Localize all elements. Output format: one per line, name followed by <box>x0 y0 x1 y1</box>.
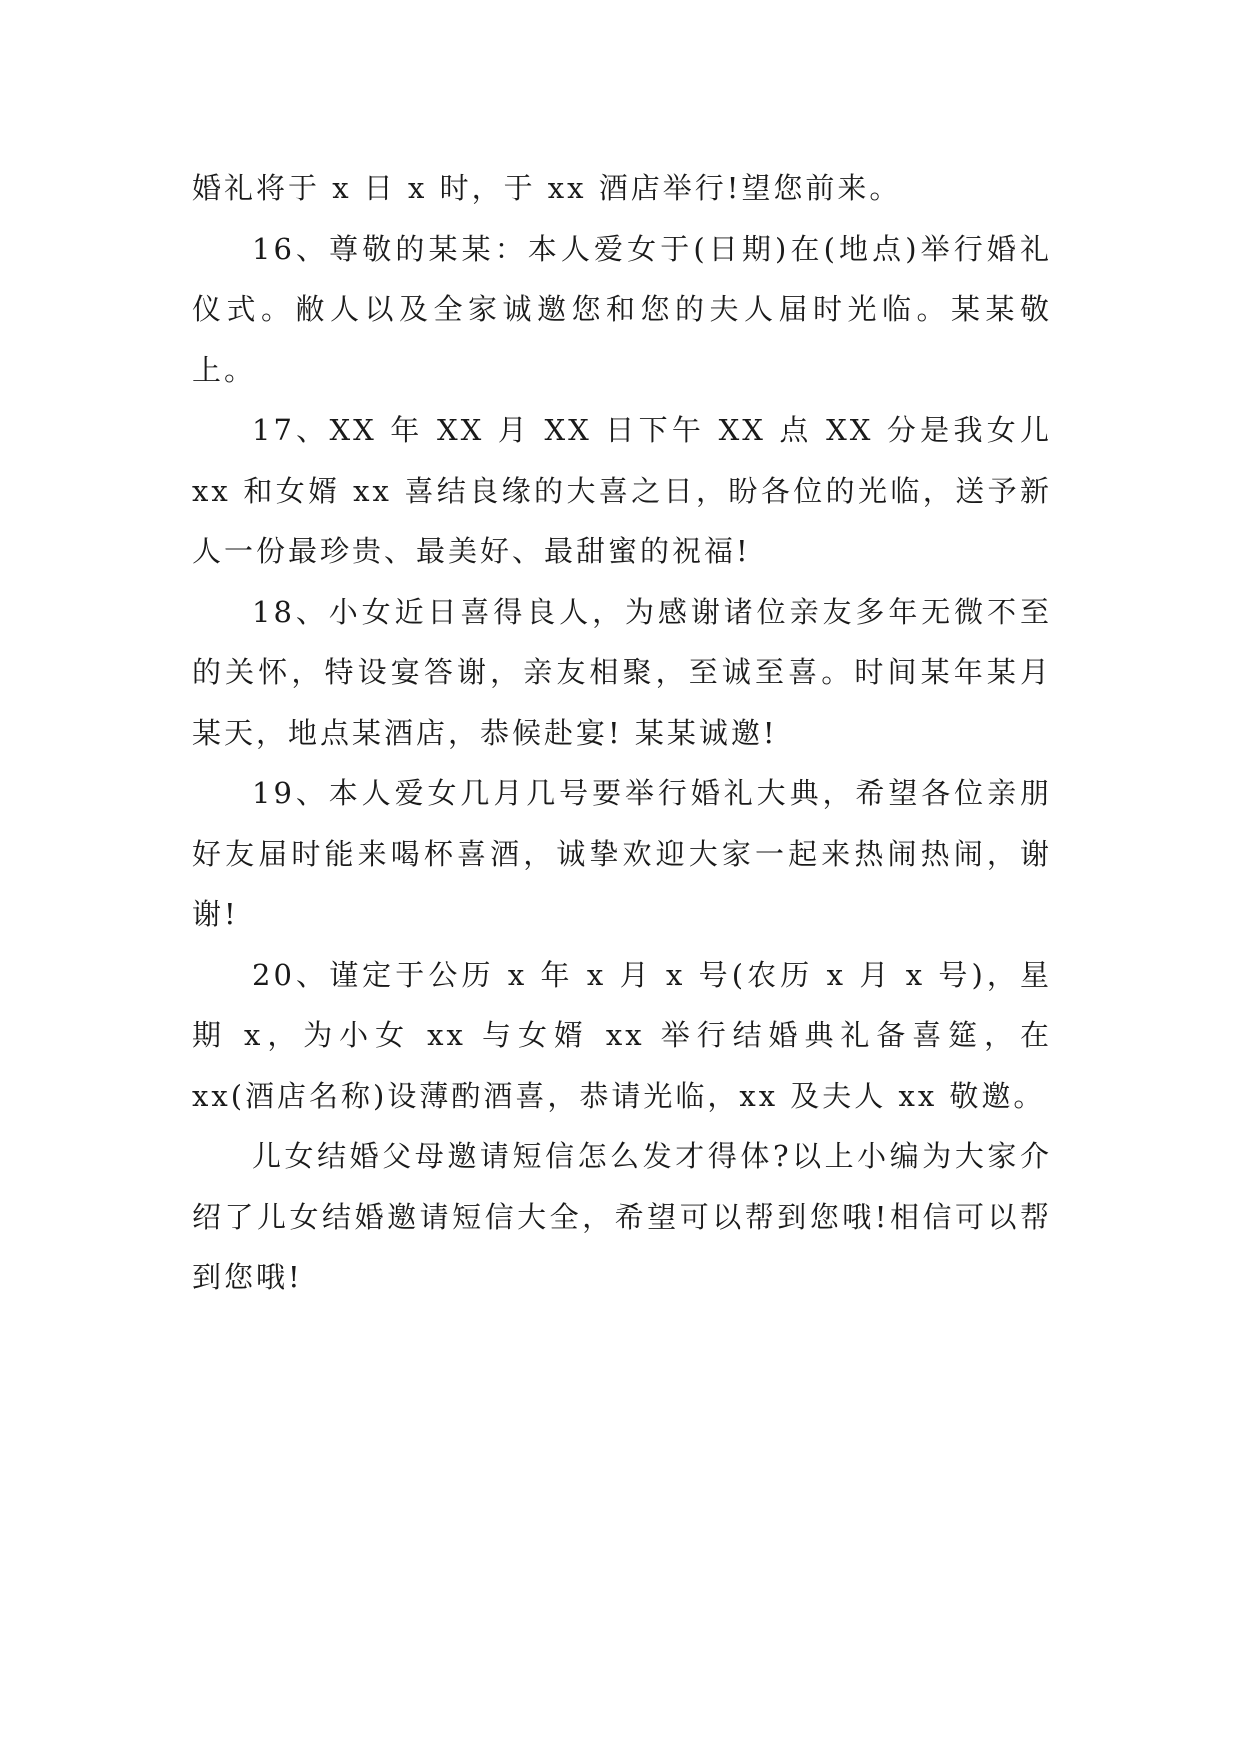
paragraph-conclusion: 儿女结婚父母邀请短信怎么发才得体?以上小编为大家介绍了儿女结婚邀请短信大全，希望可以帮到您哦!相信可以帮到您哦! <box>192 1139 1052 1294</box>
paragraph-item-16: 16、尊敬的某某：本人爱女于(日期)在(地点)举行婚礼仪式。敝人以及全家诚邀您和您的夫人届时光临。某某敬上。 <box>192 231 1052 387</box>
paragraph-item-20: 20、谨定于公历 x 年 x 月 x 号(农历 x 月 x 号)，星期 x，为小女 xx 与女婿 xx 举行结婚典礼备喜筵，在 xx(酒店名称)设薄酌酒喜，恭请光临，xx 及夫人 xx 敬邀。 <box>192 957 1052 1113</box>
paragraph-item-17: 17、XX 年 XX 月 XX 日下午 XX 点 XX 分是我女儿 xx 和女婿 xx 喜结良缘的大喜之日，盼各位的光临，送予新人一份最珍贵、最美好、最甜蜜的祝福! <box>192 413 1052 568</box>
paragraph-continuation: 婚礼将于 x 日 x 时，于 xx 酒店举行!望您前来。 <box>192 171 902 205</box>
paragraph-item-18: 18、小女近日喜得良人，为感谢诸位亲友多年无微不至的关怀，特设宴答谢，亲友相聚，至诚至喜。时间某年某月某天，地点某酒店，恭候赴宴! 某某诚邀! <box>192 594 1052 750</box>
paragraph-item-19: 19、本人爱女几月几号要举行婚礼大典，希望各位亲朋好友届时能来喝杯喜酒，诚挚欢迎大家一起来热闹热闹，谢谢! <box>192 776 1052 931</box>
document-body <box>192 158 1052 1308</box>
